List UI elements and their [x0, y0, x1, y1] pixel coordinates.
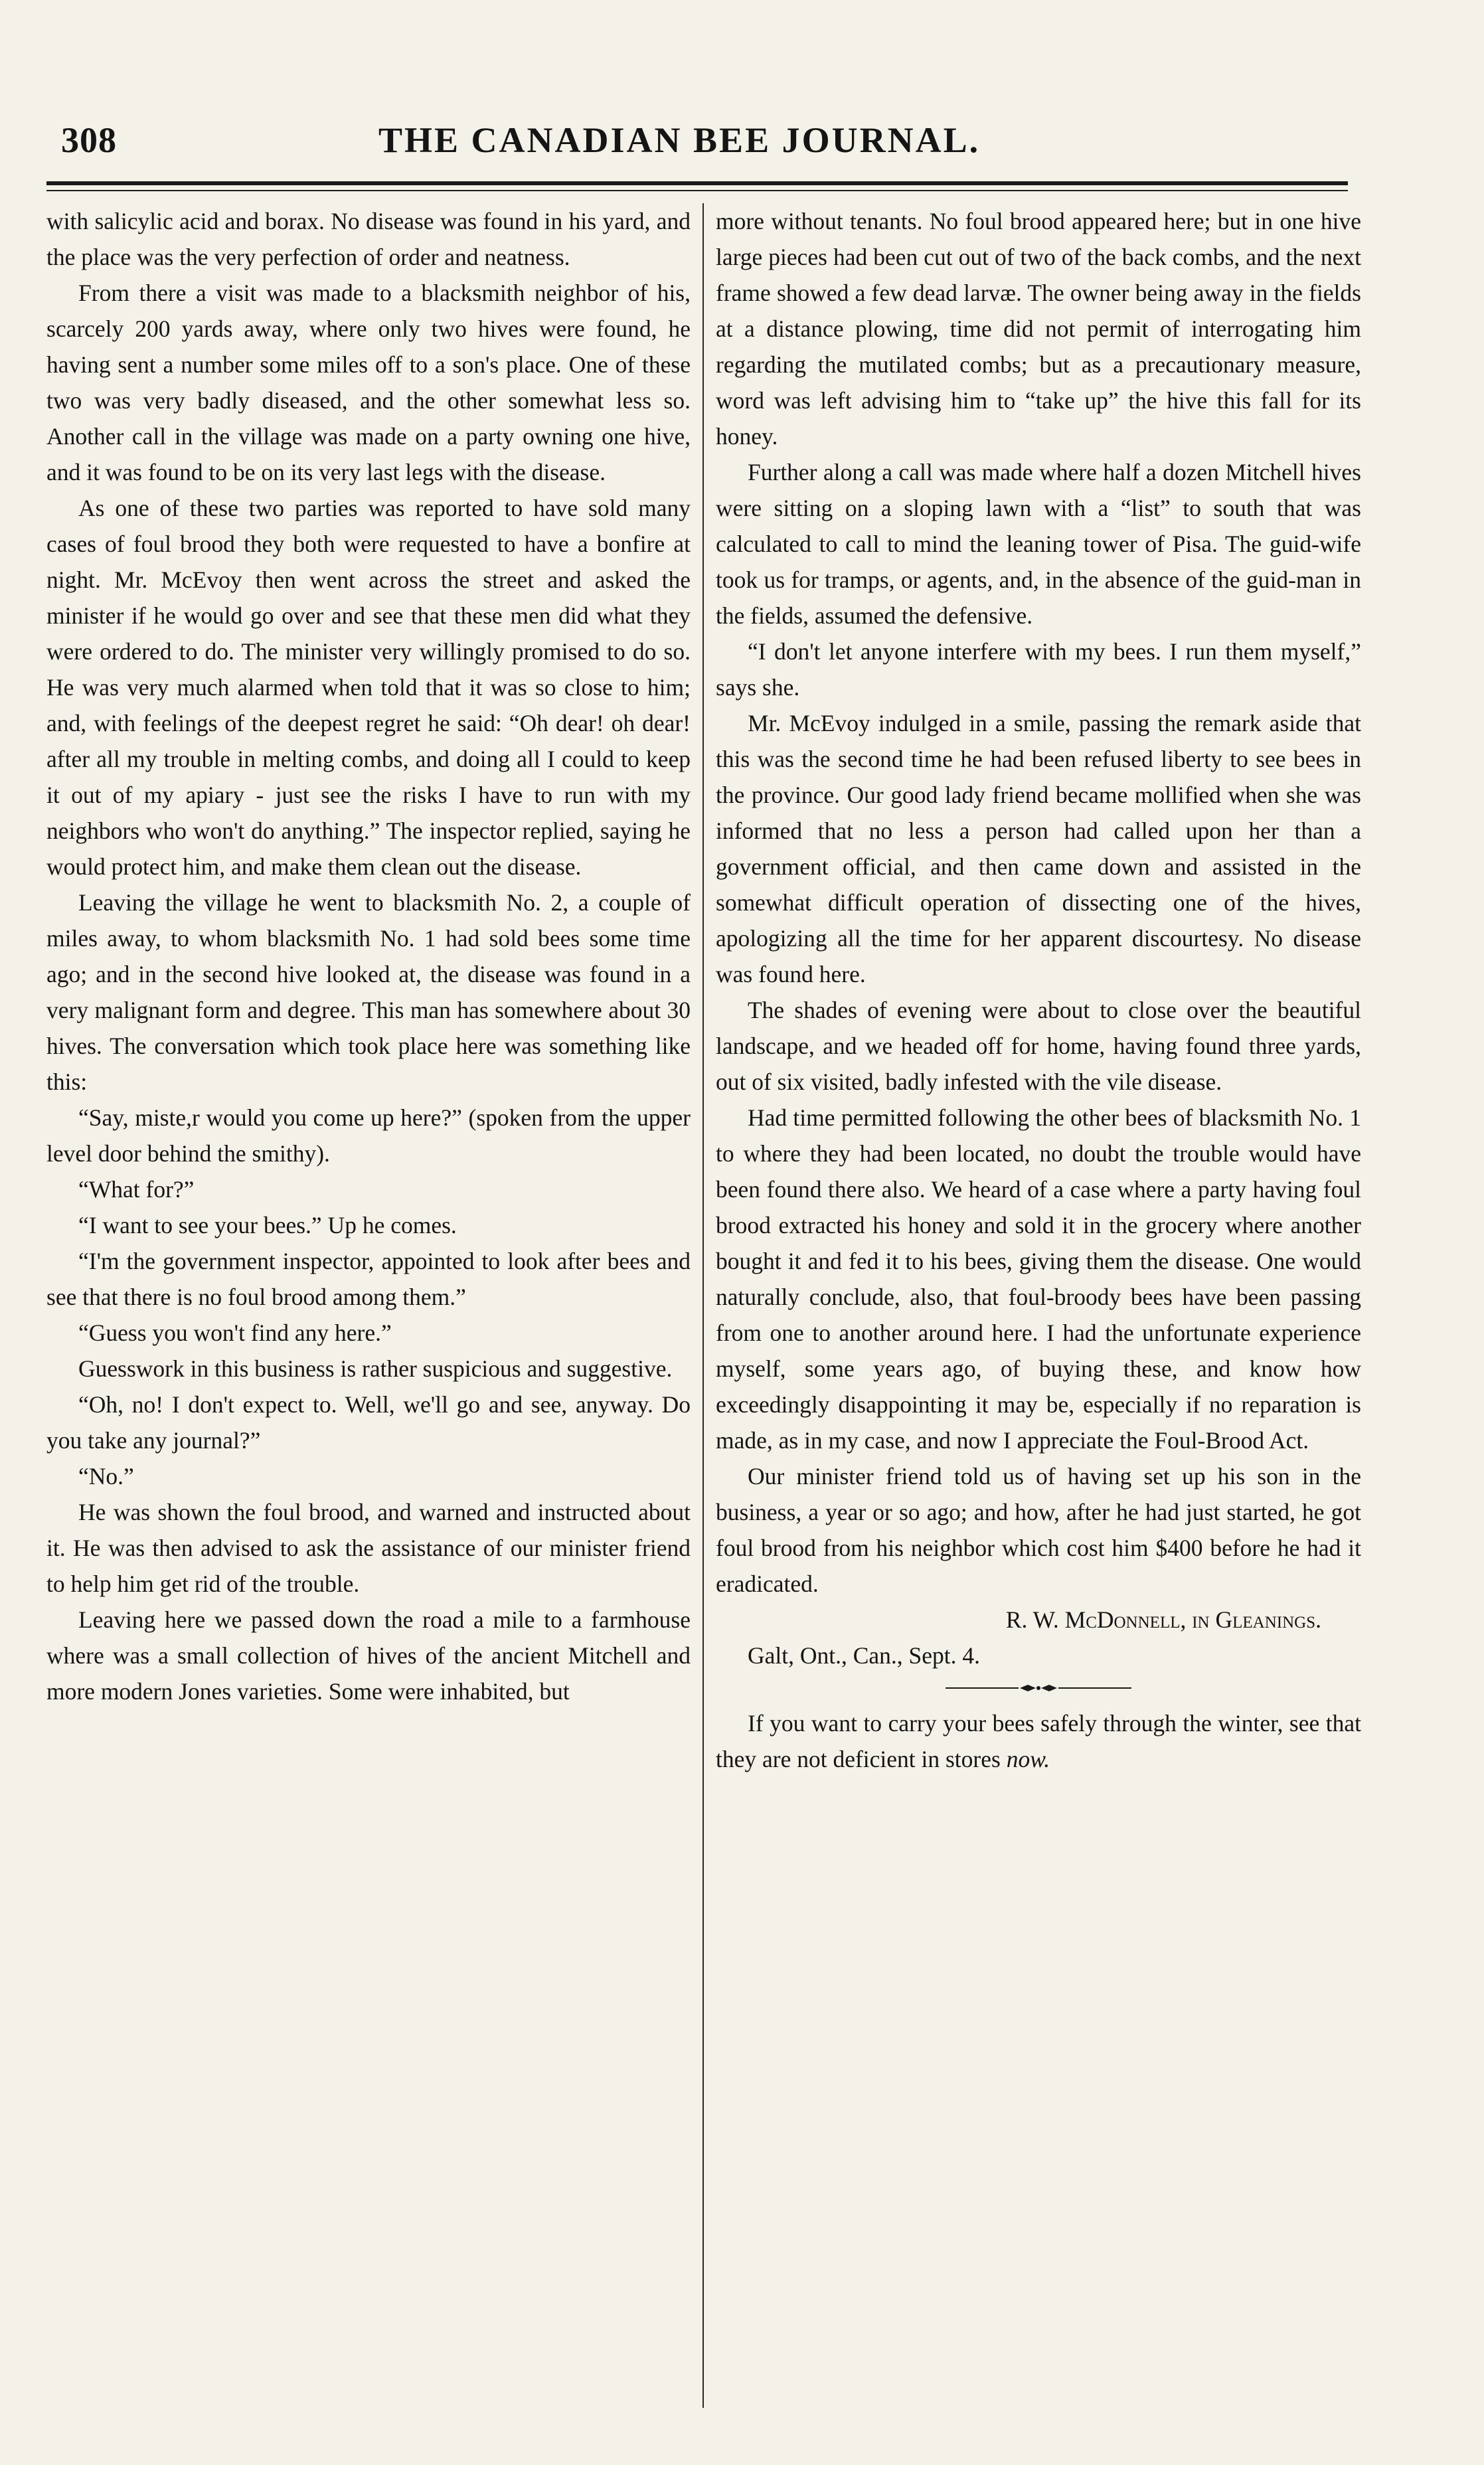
- article-dateline: Galt, Ont., Can., Sept. 4.: [748, 1642, 981, 1669]
- ornament-divider-icon: [946, 1683, 1131, 1693]
- paragraph: Leaving the village he went to blacksmith No. 2, a couple of miles away, to whom blacksmith No. 1 had sold bees some time ago; and in the second hive looked at, the disease was found in a very malignant form and degree. This man has somewhere about 30 hives. The conversation which took place here was something like this:: [46, 889, 691, 1095]
- journal-title: THE CANADIAN BEE JOURNAL.: [378, 120, 981, 160]
- paragraph: Guesswork in this business is rather suspicious and suggestive.: [78, 1355, 673, 1382]
- left-column: [46, 203, 691, 2415]
- paragraph: As one of these two parties was reported to have sold many cases of foul brood they both were requested to have a bonfire at night. Mr. McEvoy then went across the street and asked the minister if he would go over and see that these men did what they were ordered to do. The minister very willingly promised to do so. He was very much alarmed when told that it was so close to him; and, with feelings of the deepest regret he said: “Oh dear! oh dear! after all my trouble in melting combs, and doing all I could to keep it out of my apiary - just see the risks I have to run with my neighbors who won't do anything.” The inspector replied, saying he would protect him, and make them clean out the disease.: [46, 495, 691, 880]
- dialogue-line: “I'm the government inspector, appointed to look after bees and see that there is no foul brood among them.”: [46, 1248, 691, 1310]
- right-column: [716, 203, 1361, 2415]
- paragraph: Our minister friend told us of having set up his son in the business, a year or so ago; and how, after he had just started, he got foul brood from his neighbor which cost him $400 before he had it eradicated.: [716, 1463, 1361, 1597]
- paragraph: Leaving here we passed down the road a mile to a farmhouse where was a small collection of hives of the ancient Mitchell and more modern Jones varieties. Some were inhabited, but: [46, 1606, 691, 1705]
- paragraph: Mr. McEvoy indulged in a smile, passing the remark aside that this was the second time he had been refused liberty to see bees in the province. Our good lady friend became mollified when she was informed that no less a person had called upon her than a government official, and then came down and assisted in the somewhat difficult operation of dissecting one of the hives, apologizing all the time for her apparent discourtesy. No disease was found here.: [716, 710, 1361, 987]
- paragraph: The shades of evening were about to close over the beautiful landscape, and we headed off for home, having found three yards, out of six visited, badly infested with the vile disease.: [716, 997, 1361, 1095]
- dialogue-line: “Say, miste,r would you come up here?” (spoken from the upper level door behind the smithy).: [46, 1104, 691, 1167]
- dialogue-line: “I want to see your bees.” Up he comes.: [78, 1212, 457, 1238]
- dialogue-line: “Guess you won't find any here.”: [78, 1319, 392, 1346]
- paragraph: He was shown the foul brood, and warned and instructed about it. He was then advised to ask the assistance of our minister friend to help him get rid of the trouble.: [46, 1499, 691, 1597]
- paragraph: From there a visit was made to a blacksmith neighbor of his, scarcely 200 yards away, where only two hives were found, he having sent a number some miles off to a son's place. One of these two was very badly diseased, and the other somewhat less so. Another call in the village was made on a party owning one hive, and it was found to be on its very last legs with the disease.: [46, 280, 691, 485]
- dialogue-line: “What for?”: [78, 1176, 195, 1203]
- paragraph: more without tenants. No foul brood appeared here; but in one hive large pieces had been cut out of two of the back combs, and the next frame showed a few dead larvæ. The owner being away in the fields at a distance plowing, time did not permit of interrogating him regarding the mutilated combs; but as a precautionary measure, word was left advising him to “take up” the hive this fall for its honey.: [716, 208, 1361, 450]
- column-divider: [702, 203, 704, 2408]
- dialogue-line: “No.”: [78, 1463, 134, 1489]
- dialogue-line: “Oh, no! I don't expect to. Well, we'll go and see, anyway. Do you take any journal?”: [46, 1391, 691, 1454]
- page-number: 308: [61, 120, 117, 160]
- dialogue-line: “I don't let anyone interfere with my bees. I run them myself,” says she.: [716, 638, 1361, 701]
- closing-note: [716, 1705, 1361, 1777]
- paragraph: Had time permitted following the other bees of blacksmith No. 1 to where they had been located, no doubt the trouble would have been found there also. We heard of a case where a party having foul brood extracted his honey and sold it in the grocery where another bought it and fed it to his bees, giving them the disease. One would naturally conclude, also, that foul-broody bees have been passing from one to another around here. I had the unfortunate experience myself, some years ago, of buying these, and know how exceedingly disappointing it may be, especially if no reparation is made, as in my case, and now I appreciate the Foul-Brood Act.: [716, 1104, 1361, 1454]
- closing-note-text: If you want to carry your bees safely through the winter, see that they are not deficient in stores: [716, 1710, 1361, 1772]
- header-rule: [46, 181, 1348, 185]
- closing-note-emphasis: now.: [1006, 1746, 1050, 1772]
- paragraph: with salicylic acid and borax. No disease was found in his yard, and the place was the very perfection of order and neatness.: [46, 208, 691, 270]
- article-signature: R. W. McDonnell, in Gleanings.: [1005, 1606, 1321, 1633]
- header-rule-thin: [46, 190, 1348, 191]
- page-header: [46, 113, 1368, 173]
- paragraph: Further along a call was made where half a dozen Mitchell hives were sitting on a sloping lawn with a “list” to south that was calculated to call to mind the leaning tower of Pisa. The guid-wife took us for tramps, or agents, and, in the absence of the guid-man in the fields, assumed the defensive.: [716, 459, 1361, 629]
